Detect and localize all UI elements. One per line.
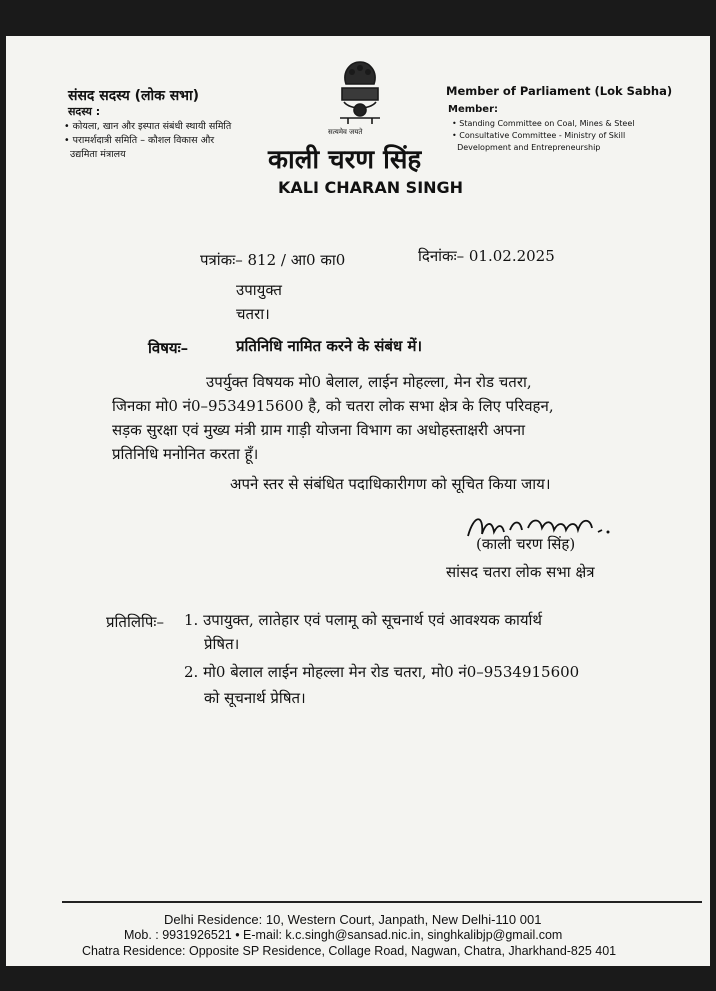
copy-item-1-cont: प्रेषित।	[204, 635, 240, 653]
closing-line: अपने स्तर से संबंधित पदाधिकारीगण को सूचित किया जाय।	[230, 475, 551, 493]
signatory-name: (काली चरण सिंह)	[476, 535, 576, 553]
mp-title-english: Member of Parliament (Lok Sabha)	[446, 84, 673, 98]
committee-item: • कोयला, खान और इस्पात संबंधी स्थायी समिति	[64, 121, 232, 132]
copy-label: प्रतिलिपिः–	[106, 613, 164, 631]
committee-list-english	[452, 118, 634, 154]
subject-label: विषयः–	[148, 339, 189, 357]
member-label-english: Member:	[448, 104, 499, 115]
name-english: KALI CHARAN SINGH	[278, 178, 464, 197]
signatory-designation: सांसद चतरा लोक सभा क्षेत्र	[446, 563, 595, 581]
footer-contact: Mob. : 9931926521 • E-mail: k.c.singh@sansad.nic.in, singhkalibjp@gmail.com	[124, 928, 563, 942]
member-label-hindi: सदस्य :	[68, 105, 101, 118]
footer-delhi-address: Delhi Residence: 10, Western Court, Janpath, New Delhi-110 001	[164, 912, 542, 927]
footer-chatra-address: Chatra Residence: Opposite SP Residence, Collage Road, Nagwan, Chatra, Jharkhand-825 401	[82, 944, 617, 958]
mp-title-hindi: संसद सदस्य (लोक सभा)	[68, 88, 200, 104]
committee-list-hindi	[64, 120, 231, 162]
committee-item: Development and Entrepreneurship	[457, 143, 601, 152]
name-hindi: काली चरण सिंह	[268, 145, 422, 175]
letter-page	[6, 36, 710, 966]
committee-item: • Standing Committee on Coal, Mines & Steel	[452, 119, 635, 128]
body-line: प्रतिनिधि मनोनित करता हूँ।	[112, 445, 259, 463]
body-line: जिनका मो0 नं0–9534915600 है, को चतरा लोक सभा क्षेत्र के लिए परिवहन,	[112, 397, 554, 415]
committee-item: • Consultative Committee - Ministry of Skill	[452, 131, 626, 140]
copy-item-2-cont: को सूचनार्थ प्रेषित।	[204, 689, 306, 707]
committee-item: • परामर्शदात्री समिति – कौशल विकास और	[64, 135, 215, 146]
addressee-title: उपायुक्त	[236, 281, 282, 299]
letter-date: दिनांकः– 01.02.2025	[418, 247, 555, 265]
national-emblem-icon	[332, 54, 388, 138]
body-line: उपर्युक्त विषयक मो0 बेलाल, लाईन मोहल्ला, मेन रोड चतरा,	[206, 373, 532, 391]
addressee-place: चतरा।	[236, 305, 270, 323]
letter-reference: पत्रांकः– 812 / आ0 का0	[200, 251, 346, 269]
footer-divider	[62, 901, 702, 903]
emblem-motto: सत्यमेव जयते	[328, 128, 363, 136]
subject-text: प्रतिनिधि नामित करने के संबंध में।	[236, 337, 423, 355]
body-line: सड़क सुरक्षा एवं मुख्य मंत्री ग्राम गाड़ी योजना विभाग का अधोहस्ताक्षरी अपना	[112, 421, 526, 439]
copy-item-2: 2. मो0 बेलाल लाईन मोहल्ला मेन रोड चतरा, मो0 नं0–9534915600	[184, 663, 580, 681]
copy-item-1: 1. उपायुक्त, लातेहार एवं पलामू को सूचनार्थ एवं आवश्यक कार्यार्थ	[184, 611, 543, 629]
committee-item: उद्यमिता मंत्रालय	[70, 149, 126, 160]
